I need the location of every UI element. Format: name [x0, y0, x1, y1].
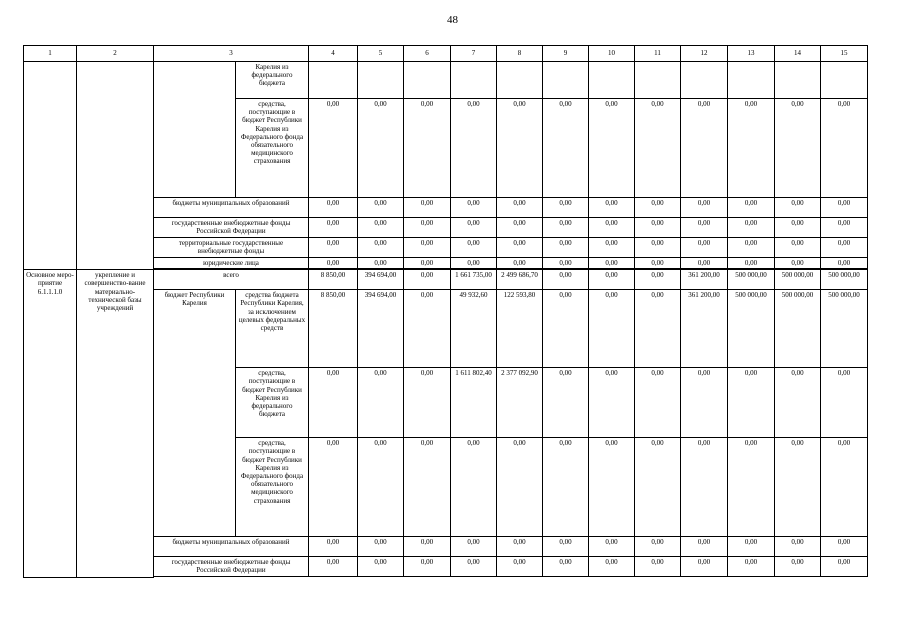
value-cell: 0,00 — [635, 537, 681, 557]
value-cell: 361 200,00 — [681, 290, 728, 368]
value-cell: 0,00 — [358, 238, 404, 258]
header-cell: 2 — [77, 46, 154, 62]
value-cell: 0,00 — [309, 198, 358, 218]
value-cell: 0,00 — [681, 368, 728, 438]
value-cell: 0,00 — [404, 368, 451, 438]
header-cell: 5 — [358, 46, 404, 62]
measure-name: укрепление и совершенство-вание материально-технической базы учреждений — [77, 270, 154, 578]
value-cell: 0,00 — [309, 258, 358, 269]
header-cell: 15 — [821, 46, 868, 62]
header-cell: 3 — [154, 46, 309, 62]
value-cell: 0,00 — [358, 368, 404, 438]
continued-cell — [24, 62, 77, 270]
value-cell: 49 932,60 — [451, 290, 497, 368]
value-cell: 0,00 — [589, 270, 635, 290]
value-cell: 0,00 — [728, 537, 775, 557]
value-cell: 0,00 — [309, 537, 358, 557]
table-row — [24, 62, 868, 99]
value-cell: 0,00 — [543, 368, 589, 438]
value-cell: 0,00 — [635, 258, 681, 269]
value-cell: 0,00 — [635, 368, 681, 438]
value-cell: 394 694,00 — [358, 290, 404, 368]
value-cell: 361 200,00 — [681, 270, 728, 290]
source-label: средства, поступающие в бюджет Республики Карелия из Федерального фонда обязательного медицинского страхования — [236, 438, 309, 537]
value-cell: 0,00 — [821, 258, 868, 269]
value-cell: 0,00 — [635, 557, 681, 577]
value-cell: 0,00 — [309, 557, 358, 577]
value-cell: 0,00 — [821, 99, 868, 198]
source-label: бюджеты муниципальных образований — [154, 537, 309, 557]
value-cell: 0,00 — [821, 368, 868, 438]
value-cell: 0,00 — [451, 238, 497, 258]
value-cell: 0,00 — [775, 368, 821, 438]
value-cell: 0,00 — [589, 290, 635, 368]
value-cell: 0,00 — [821, 438, 868, 537]
value-cell: 0,00 — [451, 99, 497, 198]
value-cell: 0,00 — [543, 270, 589, 290]
source-label: государственные внебюджетные фонды Российской Федерации — [154, 218, 309, 238]
source-label: бюджеты муниципальных образований — [154, 198, 309, 218]
value-cell: 0,00 — [775, 438, 821, 537]
empty-cell — [497, 62, 543, 99]
value-cell: 0,00 — [358, 258, 404, 269]
value-cell: 122 593,80 — [497, 290, 543, 368]
value-cell: 0,00 — [543, 537, 589, 557]
value-cell: 0,00 — [589, 368, 635, 438]
value-cell: 0,00 — [821, 218, 868, 238]
value-cell: 0,00 — [728, 218, 775, 238]
value-cell: 0,00 — [681, 438, 728, 537]
value-cell: 2 377 092,90 — [497, 368, 543, 438]
value-cell: 0,00 — [821, 557, 868, 577]
value-cell: 0,00 — [589, 537, 635, 557]
value-cell: 2 499 686,70 — [497, 270, 543, 290]
empty-cell — [589, 62, 635, 99]
value-cell: 0,00 — [404, 258, 451, 269]
header-cell: 7 — [451, 46, 497, 62]
value-cell: 0,00 — [635, 99, 681, 198]
page-number: 48 — [447, 14, 458, 26]
header-cell: 6 — [404, 46, 451, 62]
value-cell: 0,00 — [821, 238, 868, 258]
value-cell: 0,00 — [589, 198, 635, 218]
value-cell: 500 000,00 — [728, 290, 775, 368]
value-cell: 0,00 — [775, 537, 821, 557]
value-cell: 0,00 — [497, 218, 543, 238]
value-cell: 0,00 — [728, 258, 775, 269]
value-cell: 0,00 — [821, 537, 868, 557]
empty-cell — [635, 62, 681, 99]
value-cell: 0,00 — [497, 537, 543, 557]
value-cell: 500 000,00 — [821, 290, 868, 368]
value-cell: 0,00 — [404, 198, 451, 218]
value-cell: 0,00 — [589, 557, 635, 577]
value-cell: 0,00 — [451, 557, 497, 577]
value-cell: 0,00 — [589, 238, 635, 258]
source-label: средства, поступающие в бюджет Республики Карелия из Федерального фонда обязательного медицинского страхования — [236, 99, 309, 198]
value-cell: 0,00 — [309, 238, 358, 258]
value-cell: 0,00 — [728, 238, 775, 258]
header-cell: 8 — [497, 46, 543, 62]
source-label: государственные внебюджетные фонды Российской Федерации — [154, 557, 309, 577]
value-cell: 0,00 — [589, 258, 635, 269]
value-cell: 0,00 — [681, 99, 728, 198]
header-cell: 12 — [681, 46, 728, 62]
source-label: территориальные государственные внебюджетные фонды — [154, 238, 309, 258]
value-cell: 0,00 — [358, 438, 404, 537]
value-cell: 0,00 — [404, 270, 451, 290]
value-cell: 0,00 — [775, 99, 821, 198]
value-cell: 0,00 — [543, 99, 589, 198]
value-cell: 0,00 — [309, 99, 358, 198]
value-cell: 0,00 — [775, 258, 821, 269]
value-cell: 0,00 — [635, 290, 681, 368]
source-label: средства, поступающие в бюджет Республики Карелия из федерального бюджета — [236, 368, 309, 438]
value-cell: 8 850,00 — [309, 290, 358, 368]
value-cell: 0,00 — [543, 290, 589, 368]
value-cell: 0,00 — [635, 238, 681, 258]
value-cell: 0,00 — [451, 198, 497, 218]
source-label: средства бюджета Республики Карелия, за исключением целевых федеральных средств — [236, 290, 309, 368]
value-cell: 0,00 — [775, 557, 821, 577]
value-cell: 0,00 — [451, 258, 497, 269]
value-cell: 0,00 — [358, 99, 404, 198]
value-cell: 0,00 — [589, 99, 635, 198]
value-cell: 0,00 — [728, 438, 775, 537]
value-cell: 1 611 802,40 — [451, 368, 497, 438]
value-cell: 0,00 — [543, 218, 589, 238]
value-cell: 0,00 — [497, 238, 543, 258]
value-cell: 0,00 — [728, 198, 775, 218]
header-row — [24, 46, 868, 62]
value-cell: 394 694,00 — [358, 270, 404, 290]
source-label: юридические лица — [154, 258, 309, 269]
value-cell: 0,00 — [681, 557, 728, 577]
value-cell: 0,00 — [497, 198, 543, 218]
value-cell: 0,00 — [358, 537, 404, 557]
value-cell: 0,00 — [404, 238, 451, 258]
table-row — [24, 270, 868, 290]
empty-cell — [309, 62, 358, 99]
value-cell: 0,00 — [681, 198, 728, 218]
value-cell: 0,00 — [451, 537, 497, 557]
source-label: Карелия из федерального бюджета — [236, 62, 309, 99]
source-label: бюджет Республики Карелия — [154, 290, 236, 537]
value-cell: 1 661 735,00 — [451, 270, 497, 290]
value-cell: 0,00 — [635, 270, 681, 290]
value-cell: 0,00 — [358, 557, 404, 577]
empty-cell — [358, 62, 404, 99]
header-cell: 14 — [775, 46, 821, 62]
empty-cell — [681, 62, 728, 99]
value-cell: 500 000,00 — [775, 270, 821, 290]
value-cell: 0,00 — [775, 198, 821, 218]
empty-cell — [404, 62, 451, 99]
value-cell: 500 000,00 — [728, 270, 775, 290]
value-cell: 0,00 — [451, 438, 497, 537]
source-label: всего — [154, 270, 309, 290]
value-cell: 0,00 — [543, 258, 589, 269]
empty-cell — [154, 577, 868, 578]
value-cell: 0,00 — [543, 238, 589, 258]
value-cell: 0,00 — [589, 438, 635, 537]
header-cell: 13 — [728, 46, 775, 62]
value-cell: 0,00 — [821, 198, 868, 218]
value-cell: 0,00 — [404, 537, 451, 557]
value-cell: 0,00 — [309, 368, 358, 438]
value-cell: 0,00 — [681, 258, 728, 269]
value-cell: 0,00 — [728, 557, 775, 577]
value-cell: 0,00 — [404, 99, 451, 198]
value-cell: 0,00 — [497, 258, 543, 269]
header-cell: 9 — [543, 46, 589, 62]
value-cell: 0,00 — [309, 438, 358, 537]
empty-cell — [451, 62, 497, 99]
value-cell: 0,00 — [635, 218, 681, 238]
value-cell: 0,00 — [451, 218, 497, 238]
value-cell: 0,00 — [497, 99, 543, 198]
empty-cell — [821, 62, 868, 99]
budget-table — [23, 45, 868, 578]
value-cell: 8 850,00 — [309, 270, 358, 290]
value-cell: 0,00 — [589, 218, 635, 238]
value-cell: 0,00 — [728, 99, 775, 198]
value-cell: 0,00 — [728, 368, 775, 438]
continued-cell — [77, 62, 154, 270]
value-cell: 0,00 — [404, 438, 451, 537]
value-cell: 0,00 — [497, 438, 543, 537]
value-cell: 0,00 — [404, 557, 451, 577]
measure-code: Основное меро-приятие 6.1.1.1.0 — [24, 270, 77, 578]
value-cell: 0,00 — [497, 557, 543, 577]
value-cell: 0,00 — [775, 218, 821, 238]
header-cell: 4 — [309, 46, 358, 62]
empty-cell — [728, 62, 775, 99]
value-cell: 0,00 — [358, 218, 404, 238]
header-cell: 1 — [24, 46, 77, 62]
continued-cell — [154, 62, 236, 198]
value-cell: 500 000,00 — [821, 270, 868, 290]
value-cell: 0,00 — [681, 537, 728, 557]
value-cell: 0,00 — [635, 438, 681, 537]
value-cell: 0,00 — [681, 238, 728, 258]
value-cell: 0,00 — [681, 218, 728, 238]
header-cell: 10 — [589, 46, 635, 62]
value-cell: 0,00 — [543, 198, 589, 218]
value-cell: 0,00 — [635, 198, 681, 218]
value-cell: 500 000,00 — [775, 290, 821, 368]
value-cell: 0,00 — [404, 290, 451, 368]
header-cell: 11 — [635, 46, 681, 62]
value-cell: 0,00 — [404, 218, 451, 238]
value-cell: 0,00 — [543, 438, 589, 537]
value-cell: 0,00 — [775, 238, 821, 258]
value-cell: 0,00 — [543, 557, 589, 577]
value-cell: 0,00 — [309, 218, 358, 238]
empty-cell — [775, 62, 821, 99]
value-cell: 0,00 — [358, 198, 404, 218]
empty-cell — [543, 62, 589, 99]
